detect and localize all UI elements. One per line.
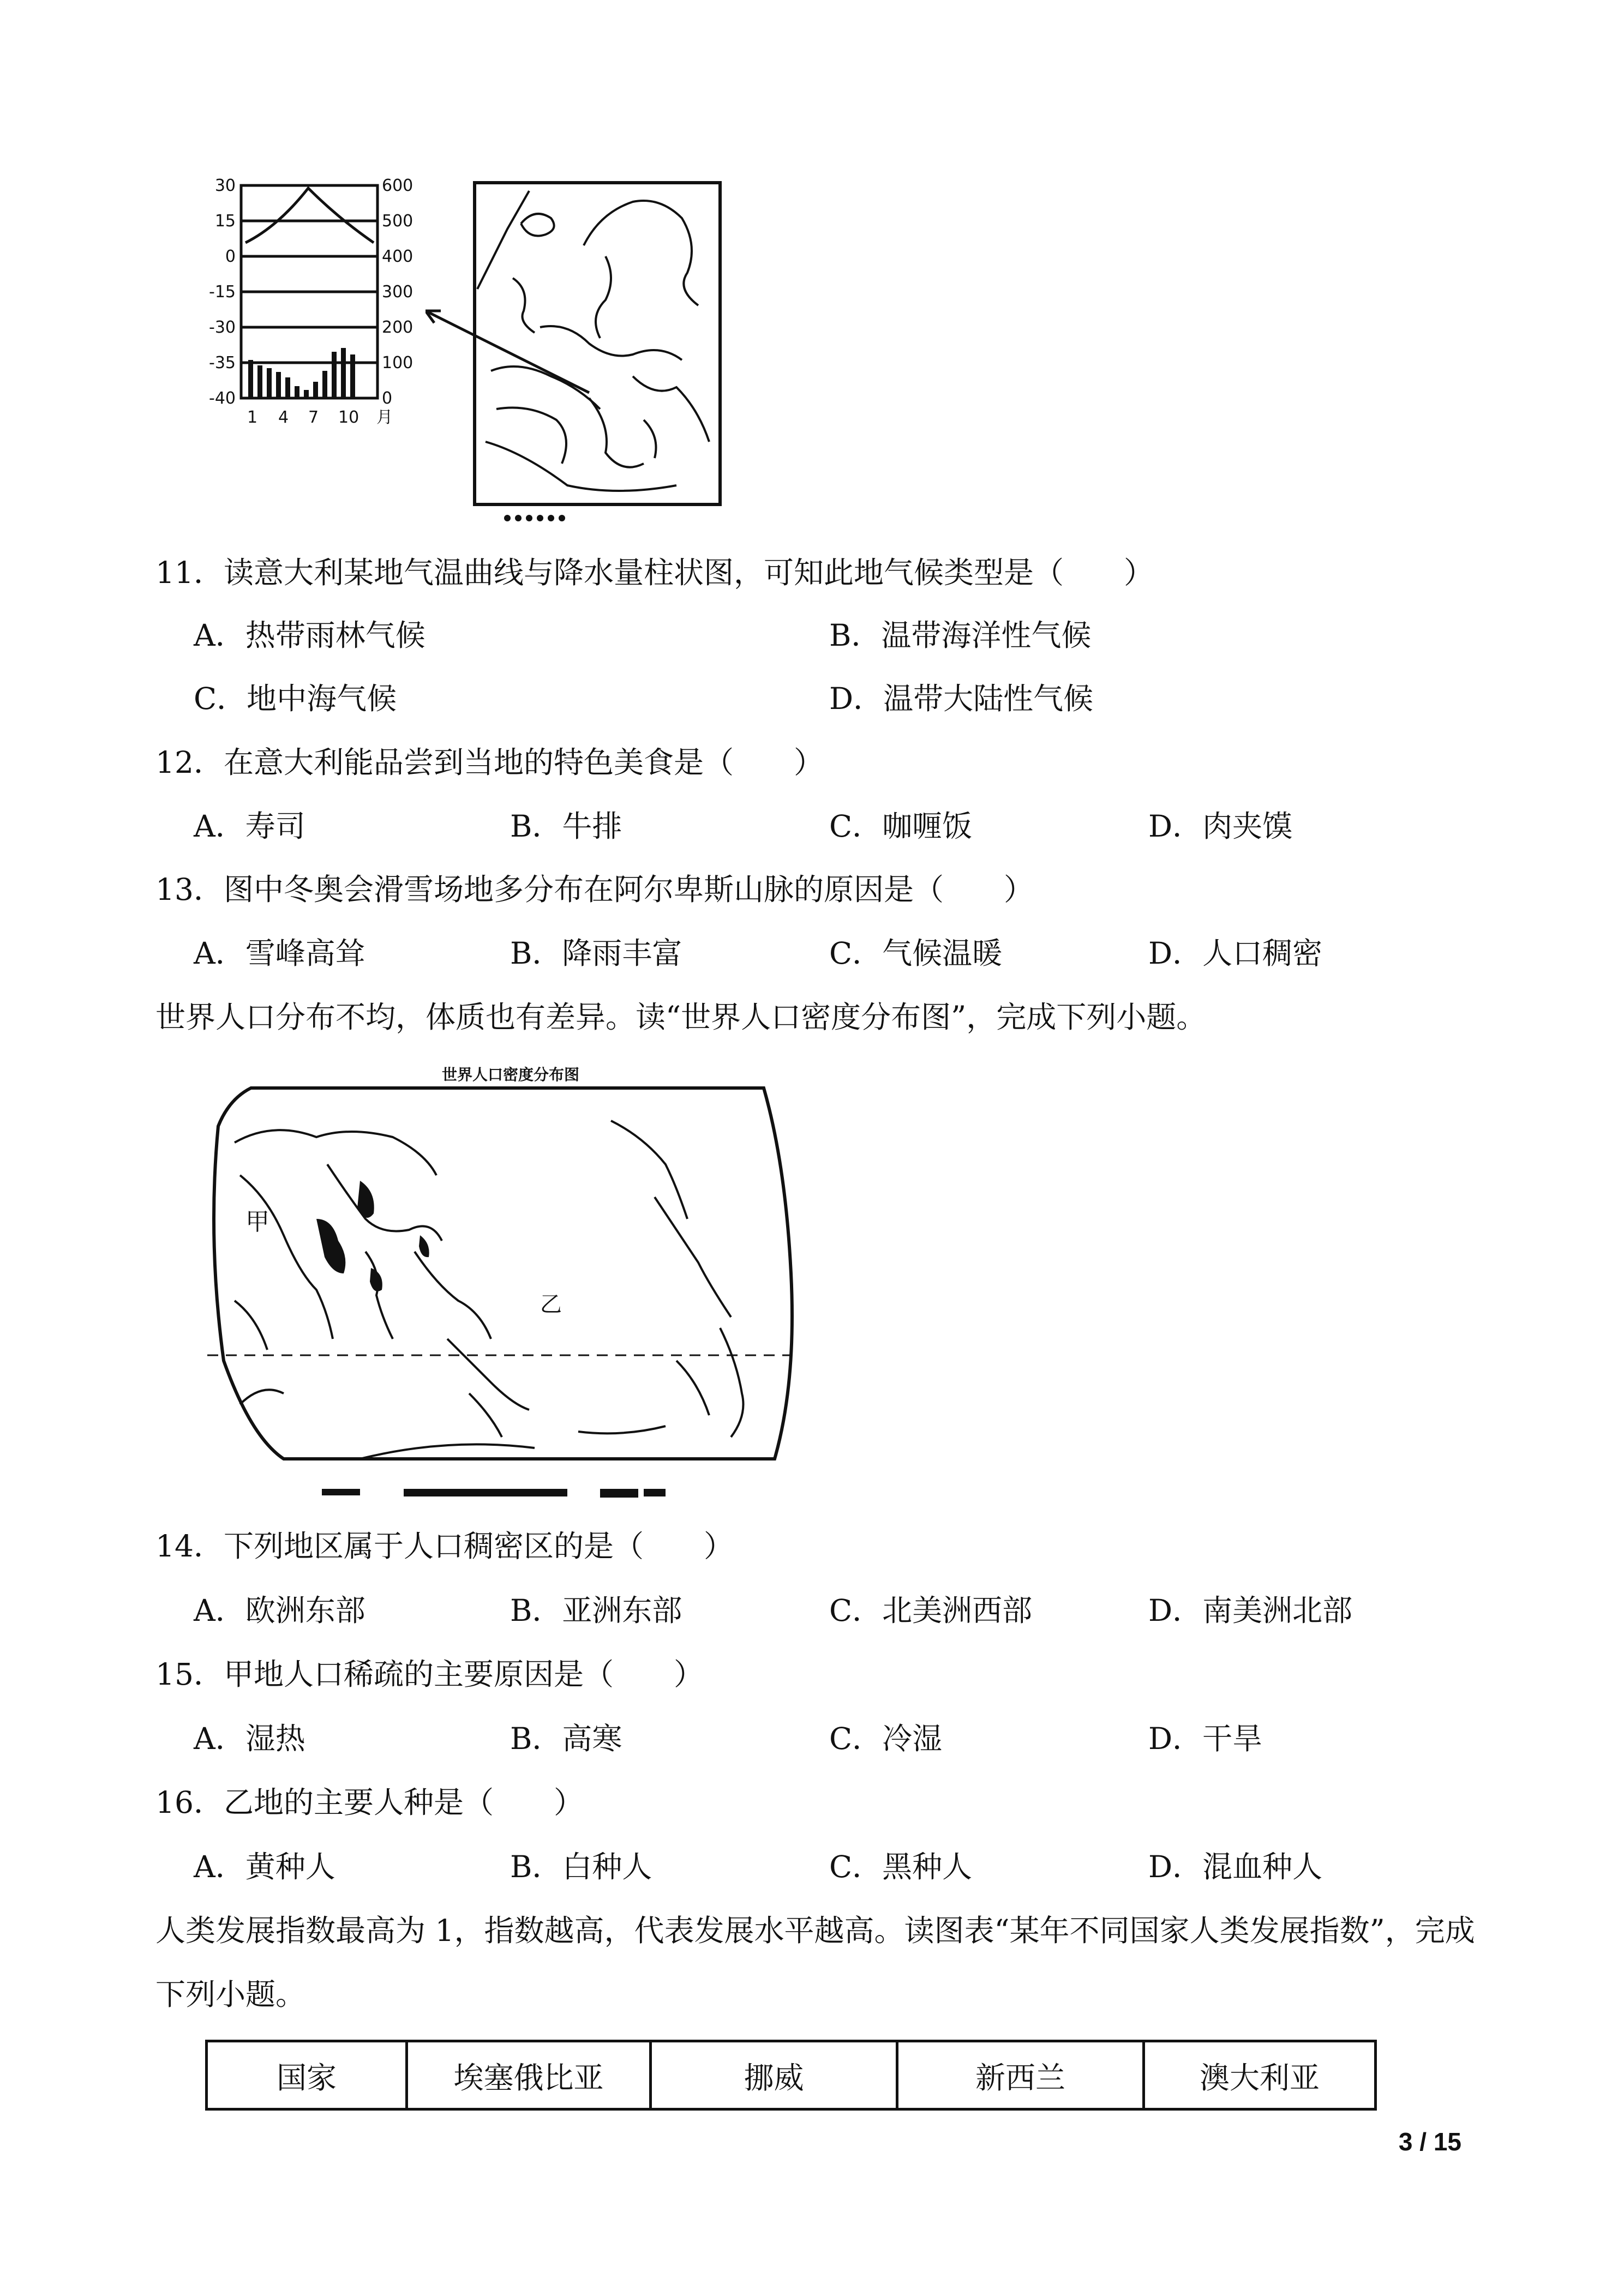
question-16-option-c[interactable]: C．黑种人 (829, 1849, 973, 1884)
left-tick: -30 (209, 318, 236, 337)
question-14-stem: 14．下列地区属于人口稠密区的是（ ） (155, 1529, 734, 1564)
right-tick: 200 (382, 318, 414, 337)
temperature-curve (245, 188, 374, 243)
x-tick: 10 (338, 408, 359, 427)
label-yi: 乙 (540, 1292, 562, 1317)
question-15-option-a[interactable]: A．湿热 (194, 1721, 305, 1756)
question-16-option-b[interactable]: B．白种人 (510, 1849, 652, 1884)
question-12-option-b[interactable]: B．牛排 (510, 809, 622, 844)
precipitation-bars (248, 348, 355, 398)
question-14-option-a[interactable]: A．欧洲东部 (194, 1593, 365, 1628)
climate-chart (196, 175, 436, 431)
question-12-option-a[interactable]: A．寿司 (194, 809, 305, 844)
question-12-stem: 12．在意大利能品尝到当地的特色美食是（ ） (155, 745, 824, 780)
label-jia: 甲 (245, 1208, 269, 1236)
hdi-table (205, 2040, 1377, 2111)
europe-map (426, 180, 731, 529)
page-number: 3 / 15 (1398, 2127, 1461, 2156)
question-11-option-d[interactable]: D．温带大陆性气候 (829, 681, 1094, 716)
question-16-option-a[interactable]: A．黄种人 (194, 1849, 335, 1884)
question-15-option-c[interactable]: C．冷湿 (829, 1721, 943, 1756)
table-header-cell: 国家 (207, 2041, 407, 2109)
question-11-option-a[interactable]: A．热带雨林气候 (194, 618, 426, 653)
table-header-row (207, 2041, 1376, 2109)
question-16-option-d[interactable]: D．混血种人 (1148, 1849, 1323, 1884)
right-tick: 0 (382, 389, 393, 408)
question-13-option-c[interactable]: C．气候温暖 (829, 936, 1003, 971)
left-tick: -15 (209, 283, 236, 302)
intro-population: 世界人口分布不均，体质也有差异。读“世界人口密度分布图”，完成下列小题。 (155, 1000, 1207, 1035)
x-tick: 1 (247, 408, 258, 427)
question-13-option-a[interactable]: A．雪峰高耸 (194, 936, 365, 971)
question-11-option-b[interactable]: B．温带海洋性气候 (829, 618, 1092, 653)
question-14-option-d[interactable]: D．南美洲北部 (1148, 1593, 1353, 1628)
question-16-stem: 16．乙地的主要人种是（ ） (155, 1785, 584, 1820)
left-tick: 30 (214, 176, 236, 195)
question-15-option-b[interactable]: B．高寒 (510, 1721, 622, 1756)
left-tick: 0 (225, 247, 236, 266)
question-15-option-d[interactable]: D．干旱 (1148, 1721, 1263, 1756)
question-14-option-c[interactable]: C．北美洲西部 (829, 1593, 1033, 1628)
question-13-option-d[interactable]: D．人口稠密 (1148, 936, 1323, 971)
question-14-option-b[interactable]: B．亚洲东部 (510, 1593, 682, 1628)
world-population-map (185, 1055, 807, 1513)
question-11-option-c[interactable]: C．地中海气候 (194, 681, 397, 716)
x-tick: 4 (278, 408, 289, 427)
question-12-option-d[interactable]: D．肉夹馍 (1148, 809, 1293, 844)
right-tick: 600 (382, 176, 414, 195)
question-11-stem: 11．读意大利某地气温曲线与降水量柱状图，可知此地气候类型是（ ） (155, 555, 1154, 590)
right-tick: 100 (382, 353, 414, 372)
left-tick: 15 (214, 212, 236, 231)
right-tick: 500 (382, 212, 414, 231)
question-15-stem: 15．甲地人口稀疏的主要原因是（ ） (155, 1657, 704, 1692)
question-13-stem: 13．图中冬奥会滑雪场地多分布在阿尔卑斯山脉的原因是（ ） (155, 872, 1034, 907)
right-tick: 300 (382, 283, 414, 302)
question-12-option-c[interactable]: C．咖喱饭 (829, 809, 973, 844)
table-header-cell: 澳大利亚 (1144, 2041, 1376, 2109)
x-tick: 月 (376, 408, 393, 427)
right-tick: 400 (382, 247, 414, 266)
left-tick: -40 (209, 389, 236, 408)
map-title: 世界人口密度分布图 (442, 1066, 580, 1084)
left-tick: -35 (209, 353, 236, 372)
intro-hdi-line-2: 下列小题。 (155, 1977, 306, 2012)
intro-hdi-line-1: 人类发展指数最高为 1，指数越高，代表发展水平越高。读图表“某年不同国家人类发展指数”，完成 (155, 1913, 1475, 1948)
table-header-cell: 新西兰 (897, 2041, 1144, 2109)
table-header-cell: 挪威 (651, 2041, 897, 2109)
x-tick: 7 (308, 408, 319, 427)
table-header-cell: 埃塞俄比亚 (407, 2041, 651, 2109)
question-13-option-b[interactable]: B．降雨丰富 (510, 936, 682, 971)
